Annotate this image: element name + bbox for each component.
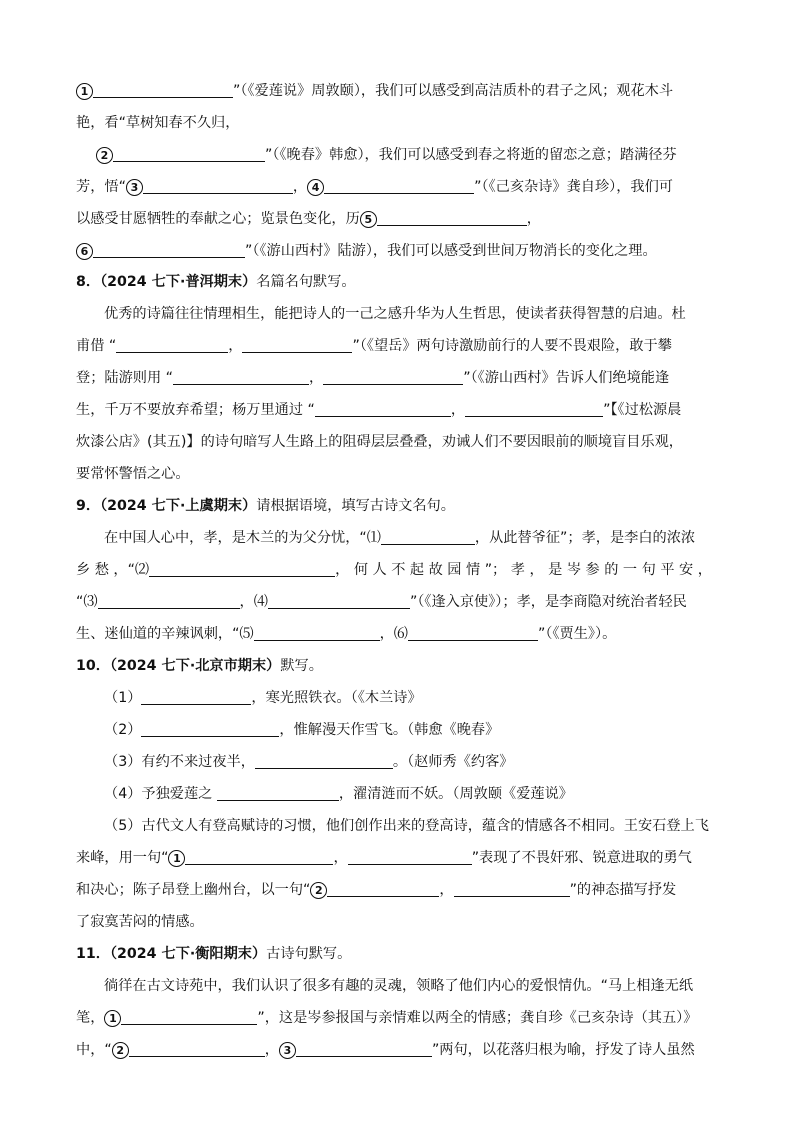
q9-heading: 9．（2024 七下·上虞期末）请根据语境，填写古诗文名句。 <box>76 498 455 514</box>
p7-line-5: 以感受甘愿牺牲的奉献之心；览景色变化，历 5 ， <box>76 211 541 227</box>
q10-line-6: 来峰，用一句“ 1 ， ”表现了不畏奸邪、锐意进取的勇气 <box>76 850 692 866</box>
circle-number-1: 1 <box>104 1010 121 1027</box>
q10-heading: 10．（2024 七下·北京市期末）默写。 <box>76 658 323 674</box>
answer-blank[interactable] <box>327 882 439 897</box>
circle-number-1: 1 <box>168 850 185 867</box>
answer-blank[interactable] <box>141 690 251 705</box>
q8-line-5: 炊漆公店》(其五)】的诗句暗写人生路上的阻碍层层叠叠，劝诫人们不要因眼前的顺境盲目乐观， <box>76 434 683 450</box>
answer-blank[interactable] <box>315 402 451 417</box>
answer-blank[interactable] <box>129 1042 265 1057</box>
q10-line-8: 了寂寞苦闷的情感。 <box>76 914 204 930</box>
q8-line-1: 优秀的诗篇往往情理相生，能把诗人的一己之感升华为人生哲思，使读者获得智慧的启迪。杜 <box>104 306 686 322</box>
q11-line-1: 徜徉在古文诗苑中，我们认识了很多有趣的灵魂，领略了他们内心的爱恨情仇。“马上相逢无纸 <box>104 978 694 994</box>
q9-line-2: 乡 愁 ，“⑵ ， 何 人 不 起 故 园 情 ”； 孝 ， 是 岑 参 的 一 句 平 安 ， <box>76 562 712 578</box>
answer-blank[interactable] <box>381 530 475 545</box>
answer-blank[interactable] <box>377 211 527 226</box>
q8-heading: 8．（2024 七下·普洱期末）名篇名句默写。 <box>76 274 356 290</box>
answer-blank[interactable] <box>93 243 245 258</box>
answer-blank[interactable] <box>143 179 293 194</box>
answer-blank[interactable] <box>149 562 335 577</box>
answer-blank[interactable] <box>348 850 472 865</box>
circle-number-2: 2 <box>96 147 113 164</box>
circle-number-5: 5 <box>360 211 377 228</box>
answer-blank[interactable] <box>465 402 603 417</box>
answer-blank[interactable] <box>296 1042 432 1057</box>
answer-blank[interactable] <box>408 626 538 641</box>
q9-line-1: 在中国人心中，孝，是木兰的为父分忧，“⑴ ，从此替爷征”；孝，是李白的浓浓 <box>104 530 696 546</box>
q8-line-2: 甫借 “ ， ”（《望岳》两句诗激励前行的人要不畏艰险，敢于攀 <box>76 338 672 354</box>
answer-blank[interactable] <box>93 83 233 98</box>
q9-line-3: “⑶ ，⑷ ”（《逢入京使》）；孝，是李商隐对统治者轻民 <box>76 594 687 610</box>
answer-blank[interactable] <box>217 786 339 801</box>
p7-line-1: 1 ”（《爱莲说》周敦颐），我们可以感受到高洁质朴的君子之风；观花木斗 <box>76 81 673 101</box>
p7-line-2: 艳，看“草树知春不久归， <box>76 115 240 131</box>
q10-item-4: （4）予独爱莲之 ，濯清涟而不妖。（周敦颐《爱莲说》 <box>104 786 573 802</box>
circle-number-2: 2 <box>310 882 327 899</box>
p7-line-3: 2 ”（《晚春》韩愈），我们可以感受到春之将逝的留恋之意；踏满径芬 <box>96 145 677 165</box>
circle-number-3: 3 <box>279 1042 296 1059</box>
answer-blank[interactable] <box>254 626 380 641</box>
q11-heading: 11．（2024 七下·衡阳期末）古诗句默写。 <box>76 946 352 962</box>
answer-blank[interactable] <box>173 370 309 385</box>
p7-line-6: 6 ”（《游山西村》陆游），我们可以感受到世间万物消长的变化之理。 <box>76 241 657 261</box>
answer-blank[interactable] <box>121 1010 257 1025</box>
answer-blank[interactable] <box>454 882 570 897</box>
answer-blank[interactable] <box>324 179 474 194</box>
circle-number-2: 2 <box>112 1042 129 1059</box>
answer-blank[interactable] <box>116 338 228 353</box>
q9-line-4: 生、迷仙道的辛辣讽刺，“⑸ ，⑹ ”（《贾生》）。 <box>76 626 617 642</box>
circle-number-4: 4 <box>307 179 324 196</box>
q8-line-4: 生，千万不要放弃希望；杨万里通过 “ ， ”【《过松源晨 <box>76 402 682 418</box>
q11-line-2: 笔， 1 ”，这是岑参报国与亲情难以两全的情感；龚自珍《己亥杂诗（其五）》 <box>76 1010 698 1026</box>
q11-line-3: 中，“ 2 ， 3 ”两句，以花落归根为喻，抒发了诗人虽然 <box>76 1042 695 1058</box>
q10-item-1: （1） ，寒光照铁衣。（《木兰诗》 <box>104 690 422 706</box>
q10-item-2: （2） ，惟解漫天作雪飞。（韩愈《晚春》 <box>104 722 500 738</box>
q10-item-5: （5）古代文人有登高赋诗的习惯，他们创作出来的登高诗，蕴含的情感各不相同。王安石登上飞 <box>104 818 709 834</box>
answer-blank[interactable] <box>141 722 279 737</box>
answer-blank[interactable] <box>98 594 240 609</box>
answer-blank[interactable] <box>113 147 265 162</box>
q10-line-7: 和决心；陈子昂登上幽州台，以一句“ 2 ， ”的神态描写抒发 <box>76 882 677 898</box>
answer-blank[interactable] <box>323 370 463 385</box>
answer-blank[interactable] <box>185 850 333 865</box>
circle-number-1: 1 <box>76 83 93 100</box>
q8-line-6: 要常怀警悟之心。 <box>76 466 190 482</box>
answer-blank[interactable] <box>242 338 352 353</box>
answer-blank[interactable] <box>268 594 410 609</box>
circle-number-6: 6 <box>76 243 93 260</box>
answer-blank[interactable] <box>255 754 393 769</box>
p7-line-4: 芳，悟“ 3 ， 4 ”（《己亥杂诗》龚自珍），我们可 <box>76 179 673 195</box>
q10-item-3: （3）有约不来过夜半， 。（赵师秀《约客》 <box>104 754 514 770</box>
circle-number-3: 3 <box>126 179 143 196</box>
q8-line-3: 登；陆游则用 “ ， ”（《游山西村》告诉人们绝境能逢 <box>76 370 670 386</box>
